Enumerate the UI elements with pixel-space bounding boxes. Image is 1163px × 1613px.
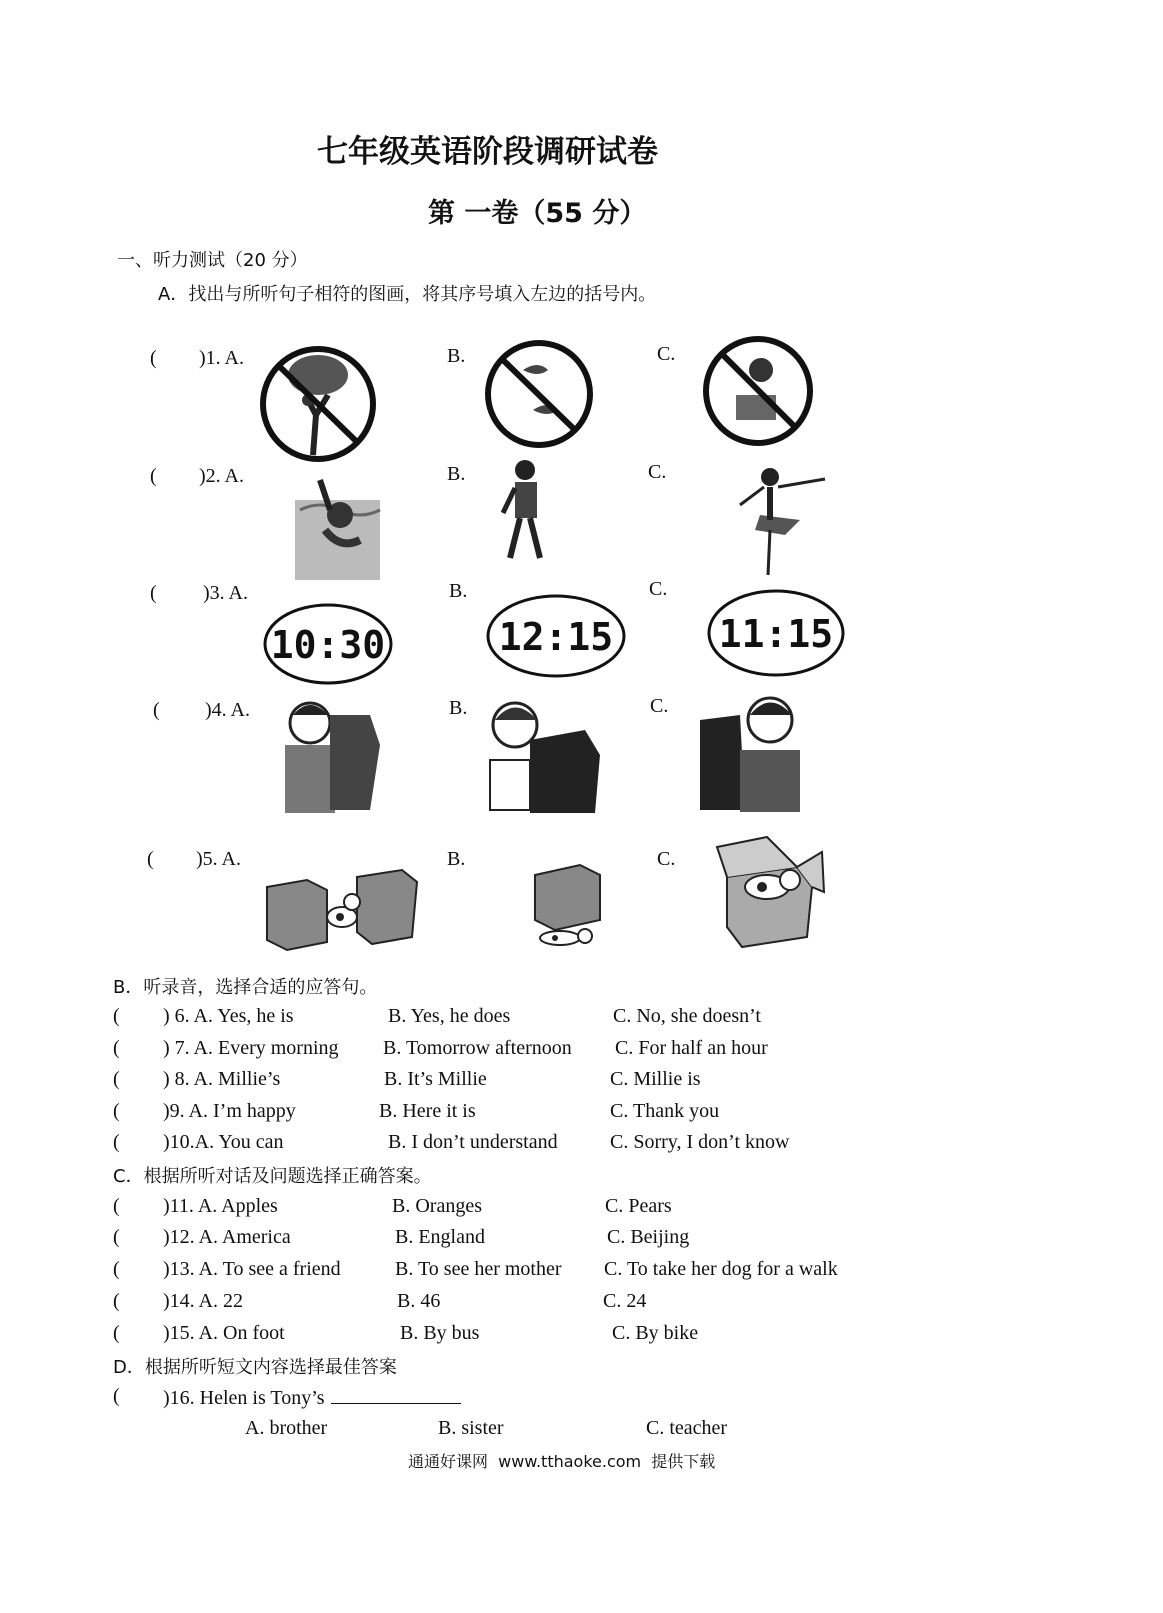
no-tree-climbing-icon[interactable] bbox=[258, 345, 378, 463]
answer-blank[interactable] bbox=[331, 1385, 461, 1404]
clock-1215-icon[interactable] bbox=[485, 593, 627, 679]
option-label: C. bbox=[657, 848, 676, 870]
option-label: B. bbox=[447, 848, 466, 870]
question-number: )2. A. bbox=[199, 465, 244, 487]
option-c: C. Beijing bbox=[607, 1226, 690, 1248]
part-a-instruction: A．找出与所听句子相符的图画，将其序号填入左边的括号内。 bbox=[158, 284, 657, 305]
question-text: ) 8. A. Millie’s bbox=[163, 1068, 281, 1090]
option-b: B. 46 bbox=[397, 1290, 441, 1312]
answer-paren[interactable]: ( bbox=[113, 1258, 120, 1280]
option-label: C. bbox=[650, 695, 669, 717]
option-label: C. bbox=[648, 461, 667, 483]
dog-between-boxes-icon[interactable] bbox=[262, 862, 422, 952]
question-text: )15. A. On foot bbox=[163, 1322, 285, 1344]
swimming-person-icon[interactable] bbox=[290, 470, 385, 582]
answer-paren[interactable]: ( bbox=[113, 1290, 120, 1312]
answer-paren[interactable]: ( bbox=[113, 1322, 120, 1344]
option-label: B. bbox=[447, 463, 466, 485]
question-text: )12. A. America bbox=[163, 1226, 291, 1248]
option-c: C. Pears bbox=[605, 1195, 672, 1217]
option-c: C. For half an hour bbox=[615, 1037, 768, 1059]
option-b: B. sister bbox=[438, 1417, 504, 1439]
option-c: C. 24 bbox=[603, 1290, 647, 1312]
option-b: B. By bus bbox=[400, 1322, 480, 1344]
answer-paren[interactable]: ( bbox=[150, 465, 157, 487]
clock-1115-icon[interactable] bbox=[706, 588, 846, 678]
question-number: )1. A. bbox=[199, 347, 244, 369]
question-text: )9. A. I’m happy bbox=[163, 1100, 296, 1122]
question-number: )3. A. bbox=[203, 582, 248, 604]
clock-time-text: 10:30 bbox=[270, 623, 386, 667]
dog-under-box-icon[interactable] bbox=[515, 860, 615, 955]
walking-person-icon[interactable] bbox=[495, 458, 560, 564]
dog-in-box-icon[interactable] bbox=[712, 832, 827, 950]
clock-time-text: 12:15 bbox=[498, 615, 614, 659]
answer-paren[interactable]: ( bbox=[113, 1005, 120, 1027]
girl-with-sweater-icon[interactable] bbox=[695, 690, 810, 815]
footer-credit: 通通好课网 www.tthaoke.com 提供下载 bbox=[408, 1452, 716, 1471]
option-a: A. brother bbox=[245, 1417, 328, 1439]
answer-paren[interactable]: ( bbox=[150, 347, 157, 369]
question-text: ) 7. A. Every morning bbox=[163, 1037, 339, 1059]
boy-with-clothes-icon[interactable] bbox=[275, 695, 385, 815]
no-flower-picking-icon[interactable] bbox=[701, 335, 815, 447]
girl-with-jacket-icon[interactable] bbox=[485, 695, 605, 815]
clock-time-text: 11:15 bbox=[718, 612, 834, 656]
option-label: C. bbox=[649, 578, 668, 600]
option-b: B. Tomorrow afternoon bbox=[383, 1037, 572, 1059]
answer-paren[interactable]: ( bbox=[113, 1068, 120, 1090]
page-title: 七年级英语阶段调研试卷 bbox=[317, 134, 658, 170]
answer-paren[interactable]: ( bbox=[113, 1100, 120, 1122]
option-b: B. Yes, he does bbox=[388, 1005, 511, 1027]
part-b-instruction: B．听录音，选择合适的应答句。 bbox=[113, 977, 378, 998]
answer-paren[interactable]: ( bbox=[153, 699, 160, 721]
answer-paren[interactable]: ( bbox=[150, 582, 157, 604]
no-bird-catching-icon[interactable] bbox=[483, 340, 595, 448]
option-b: B. Oranges bbox=[392, 1195, 482, 1217]
option-c: C. To take her dog for a walk bbox=[604, 1258, 838, 1280]
answer-paren[interactable]: ( bbox=[113, 1385, 120, 1407]
answer-paren[interactable]: ( bbox=[113, 1226, 120, 1248]
question-16-text: )16. Helen is Tony’s bbox=[163, 1387, 325, 1409]
clock-1030-icon[interactable] bbox=[262, 602, 394, 686]
option-c: C. Millie is bbox=[610, 1068, 701, 1090]
question-text bbox=[163, 1385, 461, 1410]
question-text: )11. A. Apples bbox=[163, 1195, 278, 1217]
part-c-instruction: C．根据所听对话及问题选择正确答案。 bbox=[113, 1166, 432, 1187]
dancing-person-icon[interactable] bbox=[730, 465, 830, 577]
option-b: B. It’s Millie bbox=[384, 1068, 487, 1090]
option-label: B. bbox=[449, 697, 468, 719]
option-b: B. Here it is bbox=[379, 1100, 476, 1122]
option-c: C. No, she doesn’t bbox=[613, 1005, 761, 1027]
answer-paren[interactable]: ( bbox=[113, 1037, 120, 1059]
page-subtitle: 第 一卷（55 分） bbox=[428, 198, 647, 229]
section-heading: 一、听力测试（20 分） bbox=[117, 250, 308, 271]
answer-paren[interactable]: ( bbox=[113, 1131, 120, 1153]
option-b: B. To see her mother bbox=[395, 1258, 562, 1280]
question-text: )13. A. To see a friend bbox=[163, 1258, 341, 1280]
option-b: B. England bbox=[395, 1226, 485, 1248]
question-text: )14. A. 22 bbox=[163, 1290, 243, 1312]
answer-paren[interactable]: ( bbox=[147, 848, 154, 870]
answer-paren[interactable]: ( bbox=[113, 1195, 120, 1217]
option-label: B. bbox=[447, 345, 466, 367]
option-c: C. Thank you bbox=[610, 1100, 720, 1122]
option-c: C. teacher bbox=[646, 1417, 728, 1439]
option-c: C. Sorry, I don’t know bbox=[610, 1131, 790, 1153]
question-number: )5. A. bbox=[196, 848, 241, 870]
option-b: B. I don’t understand bbox=[388, 1131, 558, 1153]
question-text: )10.A. You can bbox=[163, 1131, 284, 1153]
question-text: ) 6. A. Yes, he is bbox=[163, 1005, 294, 1027]
option-label: C. bbox=[657, 343, 676, 365]
part-d-instruction: D．根据所听短文内容选择最佳答案 bbox=[113, 1357, 397, 1378]
option-c: C. By bike bbox=[612, 1322, 699, 1344]
question-number: )4. A. bbox=[205, 699, 250, 721]
option-label: B. bbox=[449, 580, 468, 602]
